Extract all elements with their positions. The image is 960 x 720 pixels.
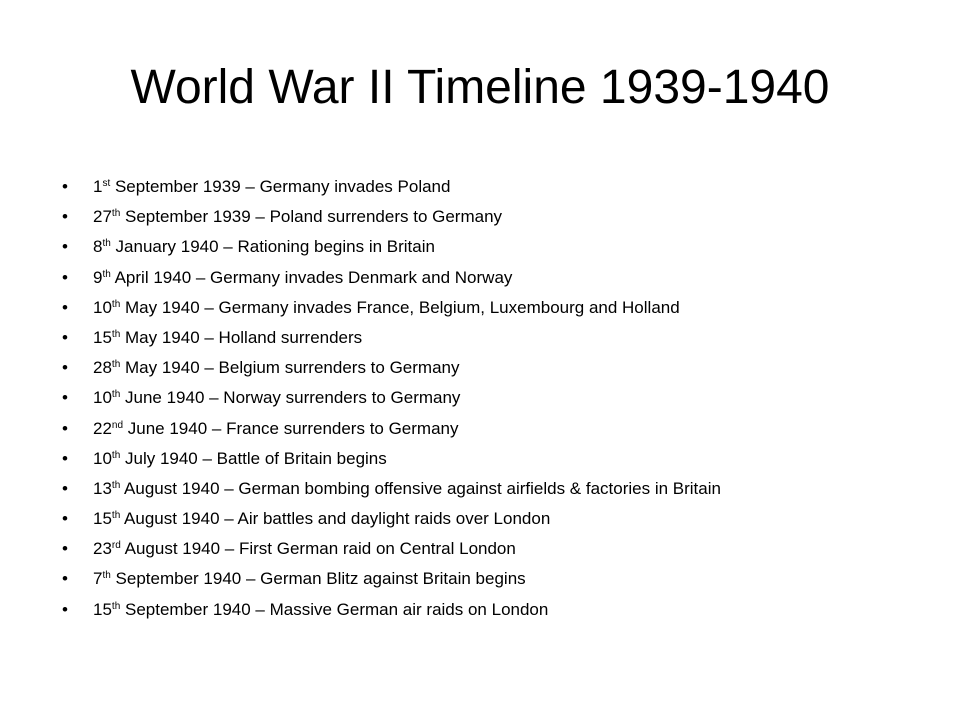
timeline-entry [93, 595, 548, 625]
entry-description: August 1940 – Air battles and daylight raids over London [120, 509, 551, 529]
entry-day: 10 [93, 297, 112, 317]
entry-day-suffix: th [111, 359, 121, 371]
bullet-icon: • [62, 358, 68, 378]
entry-description: September 1940 – German Blitz against Britain begins [110, 569, 526, 589]
entry-day: 28 [93, 358, 112, 378]
bullet-icon: • [62, 388, 68, 408]
timeline-entry [93, 504, 550, 534]
timeline-entry [93, 232, 435, 262]
entry-day-suffix: st [102, 178, 111, 189]
entry-description: September 1939 – Germany invades Poland [110, 177, 451, 196]
list-item [62, 202, 942, 232]
entry-day-suffix: th [111, 389, 121, 401]
slide-title: World War II Timeline 1939-1940 [130, 61, 830, 114]
entry-day-suffix: th [102, 268, 111, 280]
bullet-icon: • [62, 297, 68, 317]
list-item [62, 383, 942, 413]
list-item [62, 414, 942, 444]
timeline-entry [93, 474, 721, 504]
entry-day-suffix: th [111, 479, 121, 491]
timeline-entry [93, 534, 516, 564]
timeline-entry [93, 323, 362, 353]
entry-day: 15 [93, 599, 112, 619]
timeline-entry [93, 444, 387, 474]
entry-day: 10 [93, 388, 112, 408]
list-item [62, 232, 942, 262]
bullet-icon: • [62, 448, 68, 468]
entry-day: 10 [93, 448, 112, 468]
entry-day-suffix: th [111, 328, 121, 340]
timeline-entry [93, 383, 460, 413]
entry-day-suffix: th [111, 298, 121, 310]
entry-day-suffix: th [111, 600, 121, 612]
timeline-entry [93, 414, 459, 444]
entry-day: 27 [93, 207, 112, 227]
entry-description: May 1940 – Belgium surrenders to Germany [120, 358, 460, 378]
entry-day-suffix: th [111, 208, 121, 220]
bullet-icon: • [62, 327, 68, 347]
entry-description: May 1940 – Holland surrenders [120, 327, 363, 347]
bullet-icon: • [62, 207, 68, 227]
timeline-entry [93, 353, 459, 383]
entry-day: 23 [93, 539, 112, 559]
entry-day: 7 [93, 569, 103, 589]
list-item [62, 534, 942, 564]
timeline-entry [93, 263, 512, 293]
bullet-icon: • [62, 418, 68, 438]
bullet-icon: • [62, 569, 68, 589]
timeline-entry [93, 202, 502, 232]
entry-day-suffix: th [102, 238, 111, 250]
list-item [62, 564, 942, 594]
entry-day: 15 [93, 509, 112, 529]
timeline-entry [93, 172, 450, 202]
entry-description: July 1940 – Battle of Britain begins [120, 448, 387, 468]
bullet-icon: • [62, 177, 68, 196]
entry-day: 1 [93, 177, 103, 196]
list-item [62, 323, 942, 353]
entry-description: August 1940 – German bombing offensive against airfields & factories in Britain [120, 478, 721, 498]
entry-day: 9 [93, 267, 103, 287]
timeline-entry [93, 564, 526, 594]
list-item [62, 353, 942, 383]
list-item [62, 595, 942, 625]
entry-day: 8 [93, 237, 103, 257]
bullet-icon: • [62, 478, 68, 498]
entry-description: June 1940 – France surrenders to Germany [123, 418, 459, 438]
entry-description: August 1940 – First German raid on Central London [120, 539, 516, 559]
entry-day: 22 [93, 418, 112, 438]
entry-day-suffix: th [111, 510, 121, 522]
entry-description: May 1940 – Germany invades France, Belgium, Luxembourg and Holland [120, 297, 680, 317]
entry-day: 13 [93, 478, 112, 498]
list-item [62, 263, 942, 293]
bullet-icon: • [62, 267, 68, 287]
list-item [62, 504, 942, 534]
entry-description: September 1940 – Massive German air raids on London [120, 599, 549, 619]
timeline-entry [93, 293, 680, 323]
bullet-icon: • [62, 509, 68, 529]
list-item [62, 474, 942, 504]
entry-day-suffix: th [102, 570, 111, 582]
entry-description: September 1939 – Poland surrenders to Germany [120, 207, 503, 227]
entry-description: April 1940 – Germany invades Denmark and Norway [110, 267, 513, 287]
entry-description: June 1940 – Norway surrenders to Germany [120, 388, 461, 408]
entry-day-suffix: th [111, 449, 121, 461]
list-item [62, 293, 942, 323]
timeline-list [62, 172, 942, 625]
list-item [62, 444, 942, 474]
entry-day-suffix: nd [111, 419, 124, 431]
bullet-icon: • [62, 599, 68, 619]
list-item [62, 172, 942, 202]
entry-day-suffix: rd [111, 540, 121, 552]
bullet-icon: • [62, 237, 68, 257]
entry-day: 15 [93, 327, 112, 347]
bullet-icon: • [62, 539, 68, 559]
entry-description: January 1940 – Rationing begins in Britain [110, 237, 435, 257]
